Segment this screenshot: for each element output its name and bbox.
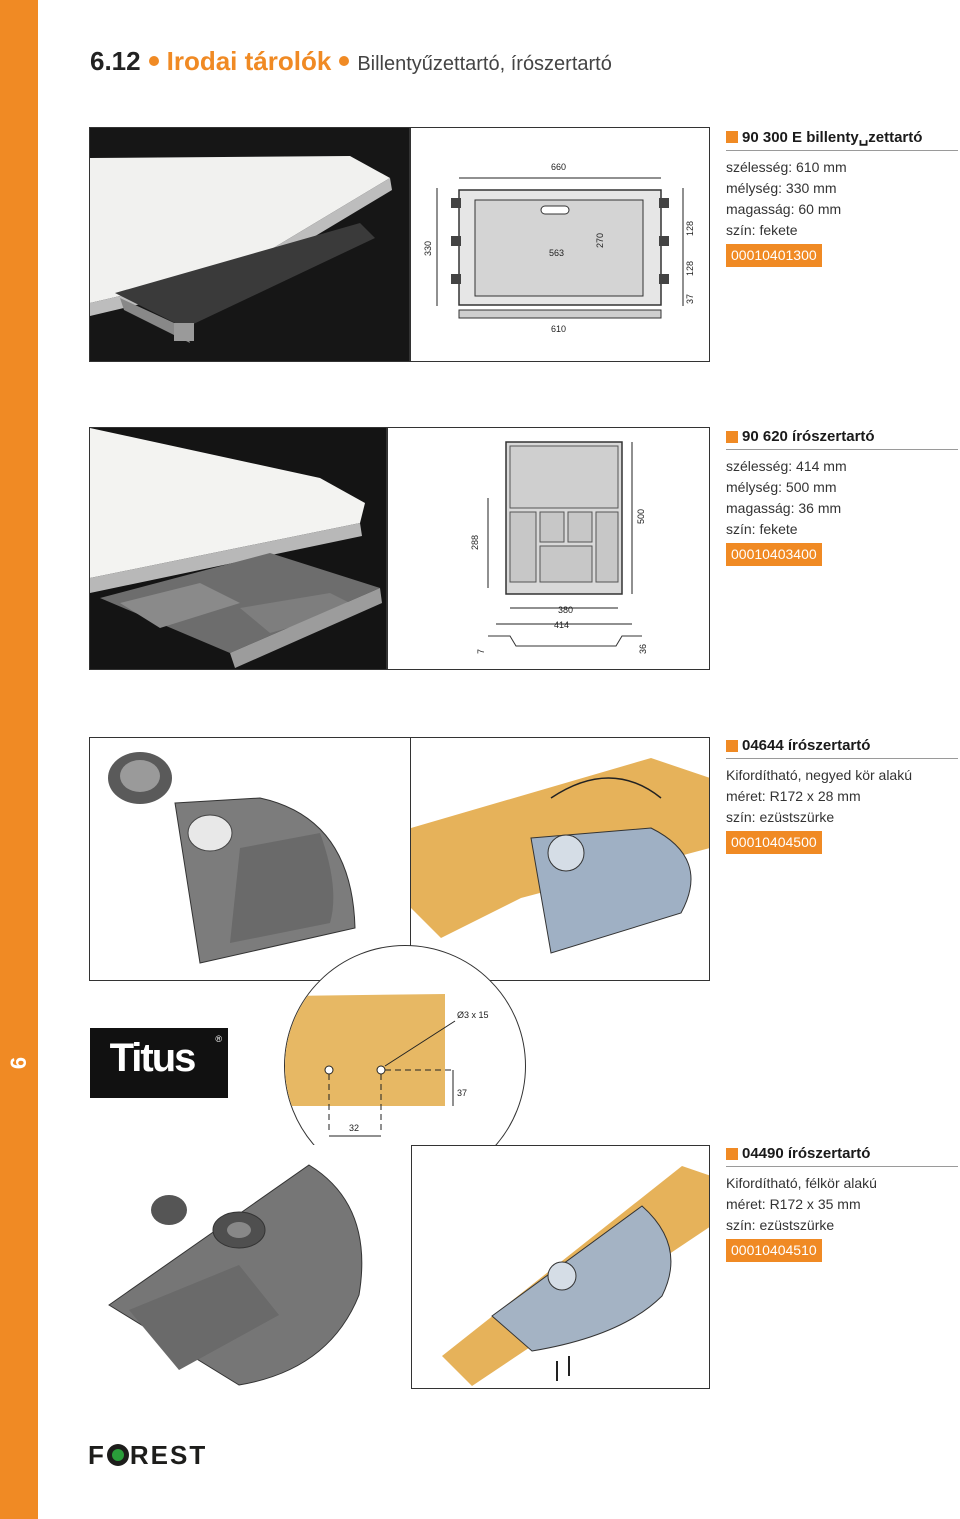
titus-logo [90, 1028, 228, 1098]
bullet-square-icon [726, 131, 738, 143]
hole-dimension: Ø3 x 15 [457, 1010, 489, 1020]
keyboard-tray-drawing [410, 127, 710, 362]
product-title [726, 737, 958, 759]
bullet-square-icon [726, 431, 738, 443]
section-number: 6.12 [90, 46, 141, 76]
spec-size: méret: R172 x 35 mm [726, 1196, 861, 1212]
product-title-text: 90 620 írószertartó [742, 428, 875, 445]
keyboard-tray-photo [89, 127, 410, 362]
dim-380: 380 [558, 605, 574, 615]
product-code: 00010401300 [726, 244, 822, 267]
spec-width: szélesség: 414 mm [726, 458, 847, 474]
forest-logo [88, 1440, 207, 1471]
spec-description: Kifordítható, félkör alakú [726, 1175, 877, 1191]
spec-height: magasság: 60 mm [726, 201, 842, 217]
half-tray-photo [89, 1145, 411, 1389]
spec-color: szín: fekete [726, 222, 798, 238]
product-code: 00010404510 [726, 1239, 822, 1262]
spec-color: szín: ezüstszürke [726, 1217, 835, 1233]
forest-logo-left: F [88, 1440, 106, 1470]
product-title-text: 04490 írószertartó [742, 1145, 871, 1162]
registered-mark: ® [215, 1034, 222, 1044]
spec-width: szélesség: 610 mm [726, 159, 847, 175]
spec-description: Kifordítható, negyed kör alakú [726, 767, 913, 783]
dim-563: 563 [549, 248, 565, 258]
dim-500: 500 [636, 508, 646, 524]
dim-36: 36 [638, 643, 648, 654]
half-tray-mounted [411, 1145, 710, 1389]
product-90620 [726, 428, 958, 566]
page-header [90, 46, 612, 77]
quarter-tray-mounted [411, 737, 710, 981]
product-title-text: 90 300 E billenty␣zettartó [742, 129, 923, 146]
chapter-number: 6 [6, 1056, 31, 1070]
spec-depth: mélység: 500 mm [726, 479, 837, 495]
dim-414: 414 [554, 620, 570, 630]
spec-color: szín: ezüstszürke [726, 809, 835, 825]
chapter-sidebar [0, 0, 38, 1519]
titus-logo-text: Titus [109, 1036, 195, 1080]
dim-270: 270 [595, 232, 605, 248]
product-04490 [726, 1145, 958, 1262]
bullet-icon [339, 56, 349, 66]
dim-128-top: 128 [685, 220, 695, 236]
product-04644 [726, 737, 958, 854]
bullet-icon [149, 56, 159, 66]
spec-color: szín: fekete [726, 521, 798, 537]
bullet-square-icon [726, 1148, 738, 1160]
forest-logo-o-icon [107, 1444, 129, 1466]
spec-height: magasság: 36 mm [726, 500, 842, 516]
page-title: Irodai tárolók [166, 46, 332, 76]
bullet-square-icon [726, 740, 738, 752]
dim-128-bottom: 128 [685, 260, 695, 276]
dim-288: 288 [470, 534, 480, 550]
product-title [726, 428, 958, 450]
dim-37: 37 [685, 293, 695, 304]
product-title-text: 04644 írószertartó [742, 737, 871, 754]
spec-depth: mélység: 330 mm [726, 180, 837, 196]
dim-330: 330 [423, 240, 433, 256]
pencil-tray-photo [89, 427, 387, 670]
dim-660: 660 [551, 162, 567, 172]
dim-37-detail: 37 [457, 1088, 468, 1098]
pencil-tray-drawing [387, 427, 710, 670]
forest-logo-right: REST [129, 1440, 208, 1470]
dim-610: 610 [551, 324, 567, 334]
dim-7: 7 [476, 648, 486, 654]
product-title [726, 1145, 958, 1167]
product-code: 00010403400 [726, 543, 822, 566]
spec-size: méret: R172 x 28 mm [726, 788, 861, 804]
product-title [726, 128, 958, 151]
quarter-tray-photo [89, 737, 411, 981]
product-90300 [726, 128, 958, 267]
dim-32-detail: 32 [349, 1123, 360, 1133]
product-code: 00010404500 [726, 831, 822, 854]
page-subtitle: Billentyűzettartó, írószertartó [357, 53, 612, 75]
